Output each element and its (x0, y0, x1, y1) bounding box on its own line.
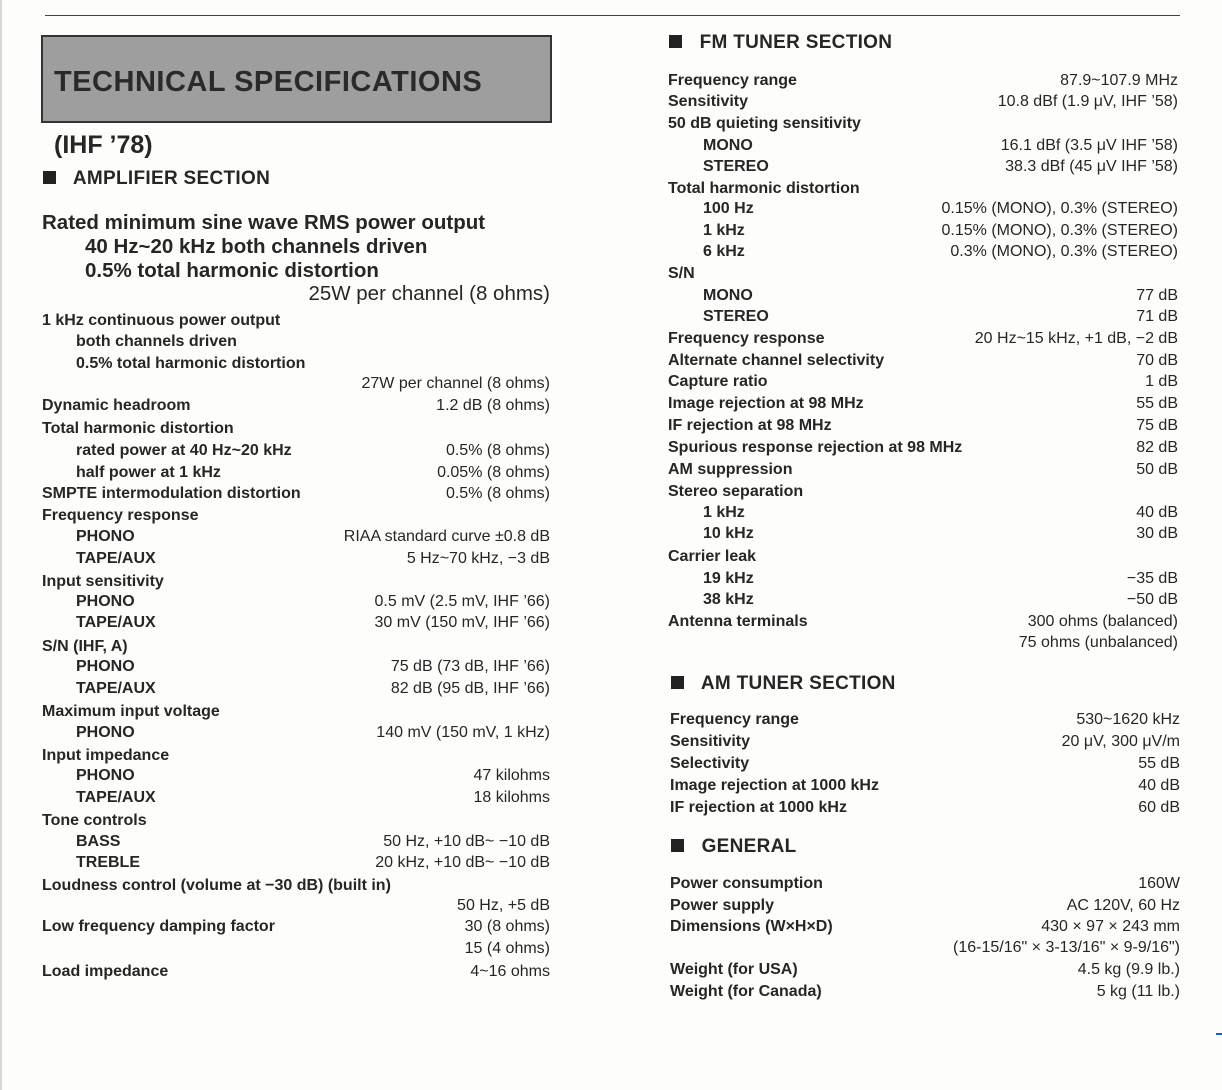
spec-value: 1 dB (1145, 373, 1178, 390)
spec-label: PHONO (76, 724, 135, 741)
title-banner (41, 35, 552, 123)
spec-label: Frequency response (668, 330, 825, 347)
spec-row (42, 810, 550, 832)
spec-value: 70 dB (1136, 352, 1178, 369)
spec-value: 160W (1138, 875, 1180, 892)
spec-value: 15 (4 ohms) (464, 940, 550, 957)
spec-label: TAPE/AUX (76, 550, 156, 567)
spec-value: 30 dB (1136, 525, 1178, 542)
spec-row (668, 285, 1178, 307)
spec-row (42, 745, 550, 767)
spec-row (42, 895, 550, 917)
spec-row (42, 353, 550, 375)
spec-row (42, 916, 550, 938)
am-heading-text: AM TUNER SECTION (700, 673, 896, 694)
spec-row (668, 371, 1178, 393)
spec-value: 30 mV (150 mV, IHF ’66) (374, 614, 550, 631)
spec-row (42, 331, 550, 353)
spec-row (668, 263, 1178, 285)
spec-value: −35 dB (1126, 570, 1178, 587)
spec-label: Power consumption (670, 875, 823, 892)
spec-row (668, 220, 1178, 242)
spec-value: 71 dB (1136, 308, 1178, 325)
spec-row (668, 632, 1178, 654)
spec-label: 19 kHz (703, 570, 754, 587)
spec-row (668, 70, 1178, 92)
spec-label: half power at 1 kHz (76, 464, 221, 481)
spec-value: 75 ohms (unbalanced) (1018, 634, 1178, 651)
spec-label: Frequency response (42, 507, 199, 524)
spec-label: PHONO (76, 528, 135, 545)
spec-value: 4~16 ohms (470, 963, 550, 980)
spec-value: 55 dB (1136, 395, 1178, 412)
spec-row (668, 437, 1178, 459)
spec-row (668, 135, 1178, 157)
rated-line-1: Rated minimum sine wave RMS power output (42, 211, 486, 234)
spec-row (668, 241, 1178, 263)
spec-row (670, 753, 1180, 775)
spec-value: 5 kg (11 lb.) (1096, 983, 1180, 1000)
fm-heading-text: FM TUNER SECTION (699, 32, 893, 53)
spec-value: 40 dB (1136, 504, 1178, 521)
spec-value: 5 Hz~70 kHz, −3 dB (406, 550, 550, 567)
spec-label: Antenna terminals (668, 613, 808, 630)
spec-label: Frequency range (670, 711, 799, 728)
spec-row (668, 328, 1178, 350)
spec-row (670, 873, 1180, 895)
spec-label: BASS (76, 833, 121, 850)
spec-label: both channels driven (76, 333, 237, 350)
spec-row (42, 310, 550, 332)
amplifier-heading (43, 168, 270, 190)
spec-row (668, 568, 1178, 590)
spec-value: RIAA standard curve ±0.8 dB (343, 528, 550, 545)
spec-label: Input sensitivity (42, 573, 164, 590)
spec-label: IF rejection at 1000 kHz (670, 799, 847, 816)
spec-row (42, 505, 550, 527)
spec-row (42, 701, 550, 723)
spec-label: S/N (668, 265, 695, 282)
spec-value: 40 dB (1138, 777, 1180, 794)
spec-value: 430 × 97 × 243 mm (1041, 918, 1180, 935)
spec-row (42, 373, 550, 395)
spec-label: IF rejection at 98 MHz (668, 417, 832, 434)
spec-value: 82 dB (95 dB, IHF ’66) (390, 680, 550, 697)
spec-row (42, 678, 550, 700)
spec-label: 100 Hz (703, 200, 754, 217)
spec-label: Alternate channel selectivity (668, 352, 885, 369)
spec-label: STEREO (703, 158, 769, 175)
spec-row (42, 612, 550, 634)
spec-label: 38 kHz (703, 591, 754, 608)
spec-row (42, 765, 550, 787)
spec-label: Load impedance (42, 963, 169, 980)
spec-row (670, 731, 1180, 753)
spec-row (42, 483, 550, 505)
page-edge (0, 0, 2, 1090)
page-title: TECHNICAL SPECIFICATIONS (54, 66, 483, 98)
spec-value: 18 kilohms (473, 789, 550, 806)
spec-label: Dimensions (W×H×D) (670, 918, 833, 935)
spec-row (670, 895, 1180, 917)
spec-label: Loudness control (volume at −30 dB) (built in) (42, 877, 391, 894)
spec-value: 0.5 mV (2.5 mV, IHF ’66) (374, 593, 550, 610)
spec-value: 1.2 dB (8 ohms) (436, 397, 550, 414)
spec-label: Maximum input voltage (42, 703, 220, 720)
spec-row (670, 959, 1180, 981)
spec-label: PHONO (76, 658, 135, 675)
spec-row (668, 481, 1178, 503)
spec-label: Image rejection at 1000 kHz (670, 777, 879, 794)
spec-value: 16.1 dBf (3.5 μV IHF ’58) (1000, 137, 1178, 154)
spec-label: SMPTE intermodulation distortion (42, 485, 301, 502)
spec-label: MONO (703, 137, 753, 154)
spec-value: 50 Hz, +10 dB~ −10 dB (383, 833, 550, 850)
spec-row (670, 937, 1180, 959)
spec-row (42, 462, 550, 484)
spec-label: PHONO (76, 593, 135, 610)
spec-value: 47 kilohms (473, 767, 550, 784)
spec-value: 10.8 dBf (1.9 μV, IHF ’58) (997, 93, 1178, 110)
spec-value: 82 dB (1136, 439, 1178, 456)
spec-label: AM suppression (668, 461, 793, 478)
spec-row (668, 523, 1178, 545)
spec-row (42, 852, 550, 874)
spec-row (668, 306, 1178, 328)
spec-value: 75 dB (1136, 417, 1178, 434)
spec-row (668, 198, 1178, 220)
spec-value: 140 mV (150 mV, 1 kHz) (376, 724, 550, 741)
spec-row (668, 546, 1178, 568)
spec-value: 87.9~107.9 MHz (1060, 72, 1178, 89)
spec-value: 20 kHz, +10 dB~ −10 dB (375, 854, 550, 871)
spec-label: Capture ratio (668, 373, 768, 390)
spec-row (42, 526, 550, 548)
spec-row (42, 656, 550, 678)
spec-value: 4.5 kg (9.9 lb.) (1077, 961, 1180, 978)
spec-value: 50 dB (1136, 461, 1178, 478)
spec-row (670, 709, 1180, 731)
spec-row (42, 722, 550, 744)
general-heading-text: GENERAL (701, 836, 797, 857)
spec-label: Weight (for USA) (670, 961, 798, 978)
spec-value: 38.3 dBf (45 μV IHF ’58) (1005, 158, 1178, 175)
spec-row (42, 787, 550, 809)
spec-row (42, 938, 550, 960)
scan-mark (1216, 1033, 1222, 1035)
spec-row (670, 775, 1180, 797)
spec-value: 50 Hz, +5 dB (457, 897, 550, 914)
spec-row (670, 797, 1180, 819)
spec-label: S/N (IHF, A) (42, 638, 128, 655)
spec-label: PHONO (76, 767, 135, 784)
fm-heading (669, 32, 892, 54)
am-heading (671, 673, 896, 695)
spec-label: Spurious response rejection at 98 MHz (668, 439, 963, 456)
spec-value: 20 μV, 300 μV/m (1061, 733, 1180, 750)
spec-label: 1 kHz (703, 504, 745, 521)
spec-row (42, 548, 550, 570)
spec-label: Power supply (670, 897, 775, 914)
spec-value: 20 Hz~15 kHz, +1 dB, −2 dB (974, 330, 1178, 347)
spec-row (668, 178, 1178, 200)
spec-row (670, 981, 1180, 1003)
spec-row (668, 415, 1178, 437)
top-rule (45, 15, 1180, 16)
spec-label: 6 kHz (703, 243, 745, 260)
spec-row (668, 113, 1178, 135)
spec-row (42, 636, 550, 658)
rated-value: 25W per channel (8 ohms) (308, 282, 550, 305)
spec-row (668, 350, 1178, 372)
spec-label: STEREO (703, 308, 769, 325)
spec-label: Carrier leak (668, 548, 757, 565)
spec-label: 10 kHz (703, 525, 754, 542)
spec-label: rated power at 40 Hz~20 kHz (76, 442, 292, 459)
spec-row (42, 591, 550, 613)
spec-label: Selectivity (670, 755, 750, 772)
spec-row (668, 91, 1178, 113)
spec-row (668, 611, 1178, 633)
spec-label: Weight (for Canada) (670, 983, 822, 1000)
spec-value: (16-15/16" × 3-13/16" × 9-9/16") (953, 939, 1180, 956)
spec-value: 0.5% (8 ohms) (445, 485, 550, 502)
amplifier-heading-text: AMPLIFIER SECTION (72, 168, 271, 189)
spec-label: Total harmonic distortion (42, 420, 234, 437)
spec-row (668, 502, 1178, 524)
spec-label: Tone controls (42, 812, 147, 829)
spec-value: −50 dB (1126, 591, 1178, 608)
spec-label: TREBLE (76, 854, 140, 871)
spec-label: 0.5% total harmonic distortion (76, 355, 306, 372)
spec-value: 530~1620 kHz (1076, 711, 1180, 728)
spec-label: Low frequency damping factor (42, 918, 275, 935)
spec-label: Stereo separation (668, 483, 804, 500)
spec-value: 0.5% (8 ohms) (445, 442, 550, 459)
spec-row (668, 393, 1178, 415)
spec-label: 50 dB quieting sensitivity (668, 115, 861, 132)
spec-value: AC 120V, 60 Hz (1066, 897, 1180, 914)
spec-label: Total harmonic distortion (668, 180, 860, 197)
spec-value: 27W per channel (8 ohms) (361, 375, 550, 392)
spec-row (668, 589, 1178, 611)
spec-row (42, 418, 550, 440)
spec-row (42, 961, 550, 983)
spec-row (668, 459, 1178, 481)
spec-label: 1 kHz continuous power output (42, 312, 281, 329)
spec-label: 1 kHz (703, 222, 745, 239)
spec-row (42, 440, 550, 462)
spec-label: TAPE/AUX (76, 614, 156, 631)
spec-value: 0.15% (MONO), 0.3% (STEREO) (941, 200, 1178, 217)
spec-row (668, 156, 1178, 178)
spec-label: Dynamic headroom (42, 397, 191, 414)
spec-value: 75 dB (73 dB, IHF ’66) (390, 658, 550, 675)
general-heading (671, 836, 797, 858)
spec-value: 300 ohms (balanced) (1027, 613, 1178, 630)
standard-label: (IHF ’78) (54, 131, 153, 159)
spec-value: 60 dB (1138, 799, 1180, 816)
spec-label: Image rejection at 98 MHz (668, 395, 864, 412)
spec-label: TAPE/AUX (76, 789, 156, 806)
rated-line-3: 0.5% total harmonic distortion (85, 259, 379, 282)
spec-value: 0.05% (8 ohms) (437, 464, 550, 481)
spec-label: MONO (703, 287, 753, 304)
spec-label: TAPE/AUX (76, 680, 156, 697)
spec-label: Sensitivity (670, 733, 751, 750)
spec-label: Sensitivity (668, 93, 749, 110)
spec-label: Input impedance (42, 747, 170, 764)
spec-row (42, 875, 550, 897)
spec-value: 55 dB (1138, 755, 1180, 772)
spec-value: 77 dB (1136, 287, 1178, 304)
spec-value: 0.15% (MONO), 0.3% (STEREO) (941, 222, 1178, 239)
spec-row (42, 571, 550, 593)
spec-row (42, 395, 550, 417)
spec-value: 30 (8 ohms) (464, 918, 550, 935)
spec-value: 0.3% (MONO), 0.3% (STEREO) (950, 243, 1178, 260)
rated-line-2: 40 Hz~20 kHz both channels driven (85, 235, 428, 258)
spec-label: Frequency range (668, 72, 797, 89)
spec-row (42, 831, 550, 853)
spec-row (670, 916, 1180, 938)
